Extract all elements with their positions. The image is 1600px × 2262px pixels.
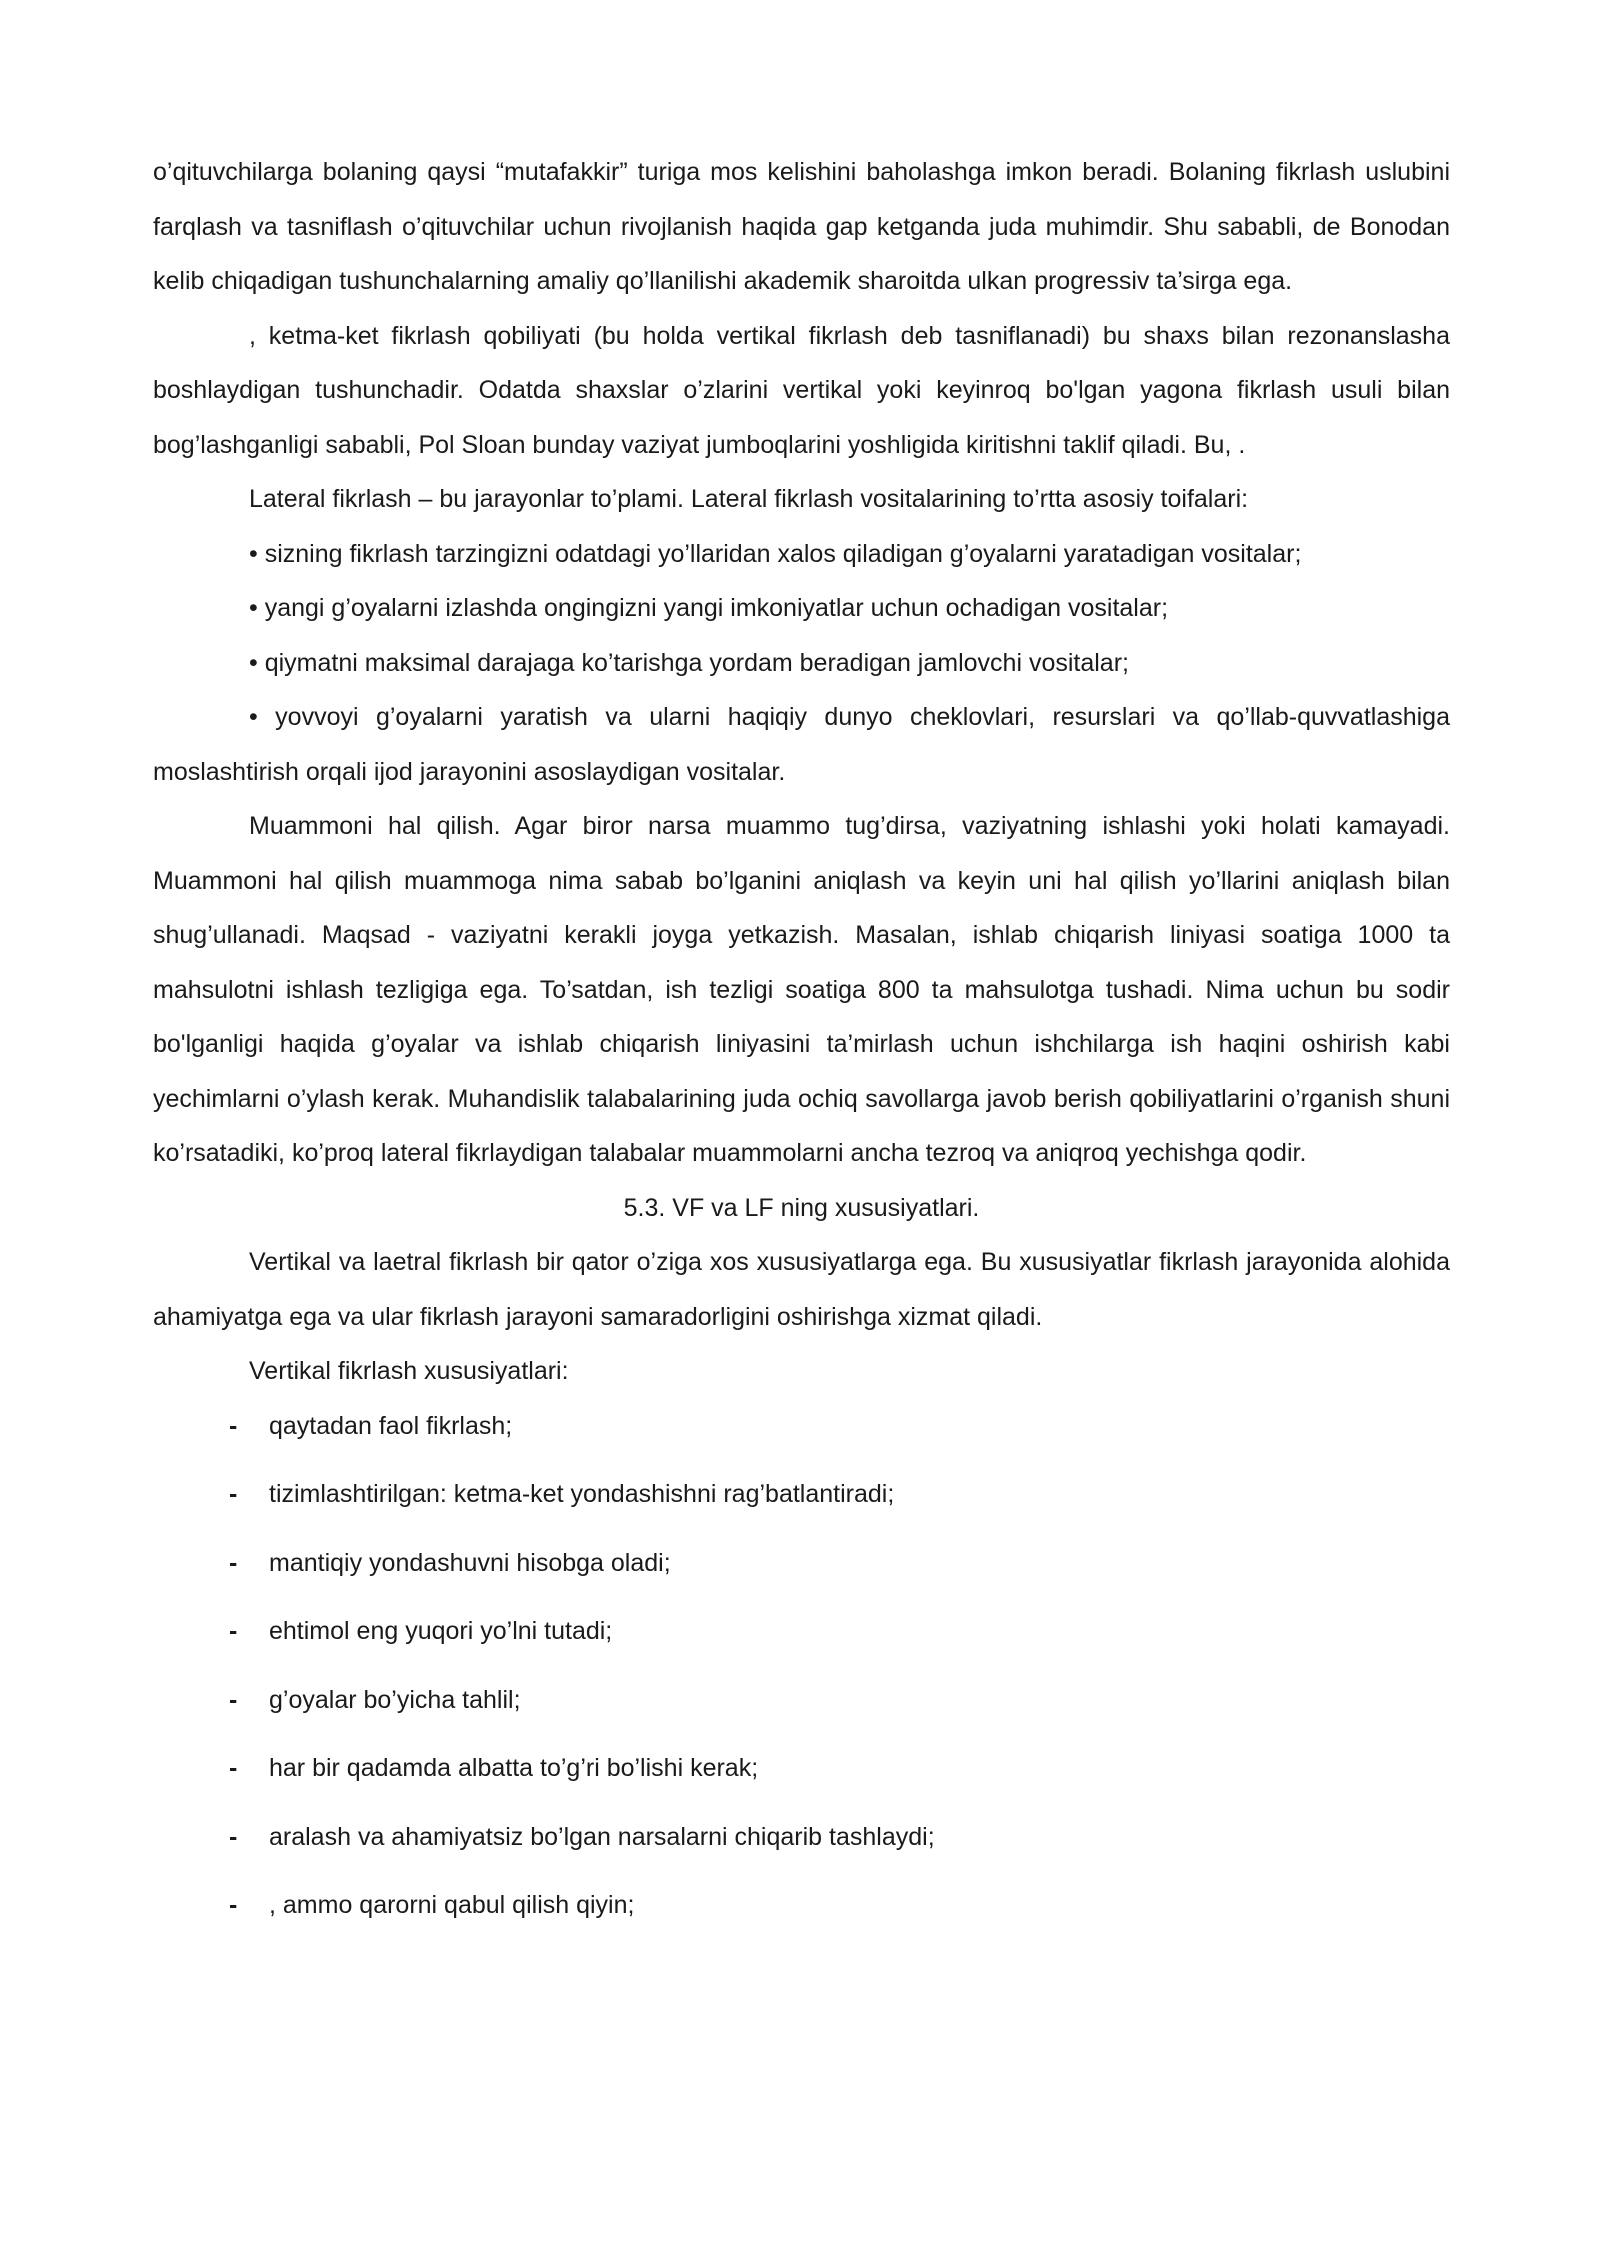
list-item-text: tizimlashtirilgan: ketma-ket yondashishni rag’batlantiradi; bbox=[269, 1480, 895, 1508]
dash-marker: - bbox=[229, 1754, 238, 1782]
dash-marker: - bbox=[229, 1891, 238, 1919]
list-item-text: mantiqiy yondashuvni hisobga oladi; bbox=[269, 1548, 671, 1577]
section-heading: 5.3. VF va LF ning xususiyatlari. bbox=[623, 1193, 980, 1222]
paragraph-features-intro: Vertikal va laetral fikrlash bir qator o’ziga xos xususiyatlarga ega. Bu xususiyatlar fikrlash jarayonida alohida ahamiyatga ega va ular fikrlash jarayoni samaradorligini oshirishga xizmat qiladi. bbox=[153, 1248, 1450, 1331]
dash-marker: - bbox=[229, 1617, 238, 1645]
list-item-text: qaytadan faol fikrlash; bbox=[269, 1411, 513, 1440]
dash-marker: - bbox=[229, 1411, 238, 1440]
dash-marker: - bbox=[229, 1548, 238, 1577]
list-item-text: ehtimol eng yuqori yo’lni tutadi; bbox=[269, 1617, 613, 1645]
list-item bbox=[153, 1399, 1450, 1468]
bullet-item-1: • sizning fikrlash tarzingizni odatdagi yo’llaridan xalos qiladigan g’oyalarni yaratadigan vositalar; bbox=[249, 539, 1302, 568]
list-item bbox=[153, 1467, 1450, 1536]
dash-marker: - bbox=[229, 1822, 238, 1851]
bullet-item-4: • yovvoyi g’oyalarni yaratish va ularni haqiqiy dunyo cheklovlari, resurslari va qo’llab-quvvatlashiga moslashtirish orqali ijod jarayonini asoslaydigan vositalar. bbox=[153, 703, 1450, 786]
list-item bbox=[153, 1878, 1450, 1947]
paragraph-intro-continued: o’qituvchilarga bolaning qaysi “mutafakkir” turiga mos kelishini baholashga imkon beradi. Bolaning fikrlash uslubini farqlash va tasniflash o’qituvchilar uchun rivojlanish haqida gap ketganda juda muhimdir. Shu sababli, de Bonodan kelib chiqadigan tushunchalarning amaliy qo’llanilishi akademik sharoitda ulkan progressiv ta’sirga ega. bbox=[153, 158, 1450, 295]
list-item bbox=[153, 1536, 1450, 1605]
list-item-text: , ammo qarorni qabul qilish qiyin; bbox=[269, 1891, 635, 1919]
paragraph-lateral-definition: Lateral fikrlash – bu jarayonlar to’plami. Lateral fikrlash vositalarining to’rtta asosiy toifalari: bbox=[249, 485, 1249, 513]
vertical-features-list bbox=[153, 1399, 1450, 1947]
dash-marker: - bbox=[229, 1685, 238, 1714]
list-item-text: har bir qadamda albatta to’g’ri bo’lishi kerak; bbox=[269, 1754, 759, 1782]
list-item bbox=[153, 1604, 1450, 1673]
paragraph-sequential-thinking: , ketma-ket fikrlash qobiliyati (bu holda vertikal fikrlash deb tasniflanadi) bu shaxs bilan rezonanslasha boshlaydigan tushunchadir. Odatda shaxslar o’zlarini vertikal yoki keyinroq bo'lgan yagona fikrlash usuli bilan bog’lashganligi sababli, Pol Sloan bunday vaziyat jumboqlarini yoshligida kiritishni taklif qiladi. Bu, . bbox=[153, 321, 1450, 459]
list-item-text: aralash va ahamiyatsiz bo’lgan narsalarni chiqarib tashlaydi; bbox=[269, 1822, 935, 1851]
dash-marker: - bbox=[229, 1480, 238, 1508]
document-page bbox=[153, 145, 1450, 1947]
paragraph-problem-solving: Muammoni hal qilish. Agar biror narsa muammo tug’dirsa, vaziyatning ishlashi yoki holati kamayadi. Muammoni hal qilish muammoga nima sabab bo’lganini aniqlash va keyin uni hal qilish yo’llarini aniqlash bilan shug’ullanadi. Maqsad - vaziyatni kerakli joyga yetkazish. Masalan, ishlab chiqarish liniyasi soatiga 1000 ta mahsulotni ishlash tezligiga ega. To’satdan, ish tezligi soatiga 800 ta mahsulotga tushadi. Nima uchun bu sodir bo'lganligi haqida g’oyalar va ishlab chiqarish liniyasini ta’mirlash uchun ishchilarga ish haqini oshirish kabi yechimlarni o’ylash kerak. Muhandislik talabalarining juda ochiq savollarga javob berish qobiliyatlarini o’rganish shuni ko’rsatadiki, ko’proq lateral fikrlaydigan talabalar muammolarni ancha tezroq va aniqroq yechishga qodir. bbox=[153, 812, 1450, 1167]
bullet-item-3: • qiymatni maksimal darajaga ko’tarishga yordam beradigan jamlovchi vositalar; bbox=[249, 648, 1129, 677]
bullet-item-2: • yangi g’oyalarni izlashda ongingizni yangi imkoniyatlar uchun ochadigan vositalar; bbox=[249, 594, 1169, 622]
list-item-text: g’oyalar bo’yicha tahlil; bbox=[269, 1685, 521, 1714]
list-item bbox=[153, 1673, 1450, 1742]
list-item bbox=[153, 1741, 1450, 1810]
paragraph-vertical-features-label: Vertikal fikrlash xususiyatlari: bbox=[249, 1357, 569, 1385]
list-item bbox=[153, 1810, 1450, 1879]
